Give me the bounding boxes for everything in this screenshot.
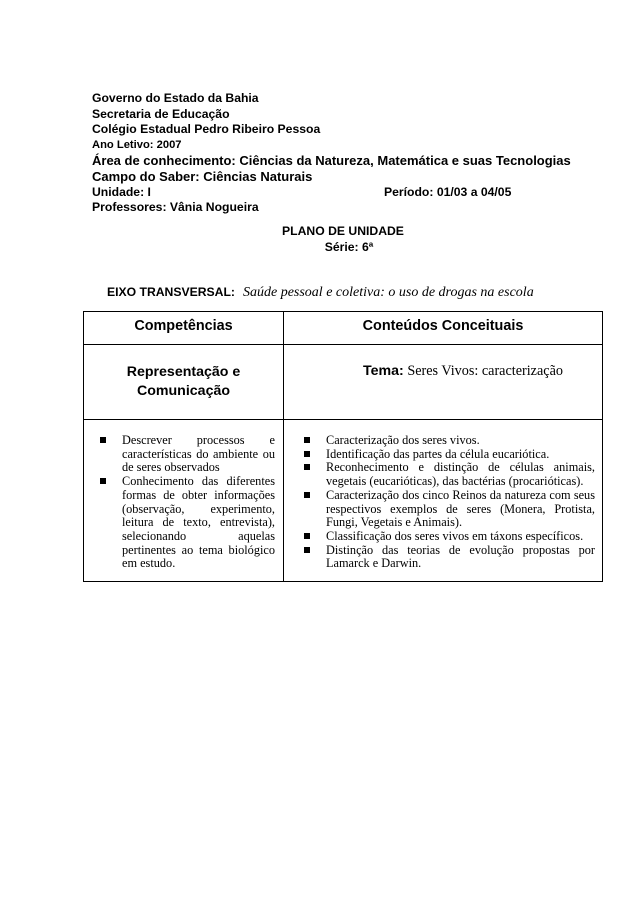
- list-item: [298, 434, 595, 448]
- list-item-text: Reconhecimento e distinção de células animais, vegetais (eucarióticas), das bactérias (procarióticas).: [326, 460, 595, 489]
- competencias-list-cell: [84, 420, 284, 582]
- list-item-text: Classificação dos seres vivos em táxons específicos.: [326, 528, 584, 543]
- tema-cell: [284, 345, 603, 420]
- serie-text: Série: 6ª: [324, 240, 374, 254]
- plano-title-text: PLANO DE UNIDADE: [282, 224, 404, 238]
- secretaria-line: Secretaria de Educação: [92, 106, 230, 121]
- eixo-transversal: [107, 283, 534, 301]
- list-item: [298, 544, 595, 571]
- unidade-periodo-row: [92, 185, 571, 201]
- square-bullet-icon: [100, 478, 106, 484]
- list-item-text: Caracterização dos cinco Reinos da natureza com seus respectivos exemplos de seres (Monera, Protista, Fungi, Vegetais e Animais).: [326, 487, 595, 530]
- table-theme-row: [84, 345, 603, 420]
- tema-label: Tema:: [363, 363, 404, 379]
- list-item-text: Caracterização dos seres vivos.: [326, 433, 480, 447]
- list-item: [94, 434, 275, 475]
- plan-table: [83, 311, 603, 582]
- square-bullet-icon: [100, 437, 106, 443]
- table-content-row: [84, 420, 603, 582]
- conteudos-list-cell: [284, 420, 603, 582]
- square-bullet-icon: [304, 533, 310, 539]
- list-item: [298, 448, 595, 462]
- colegio-line: Colégio Estadual Pedro Ribeiro Pessoa: [92, 122, 321, 137]
- competencias-list: [84, 420, 283, 581]
- square-bullet-icon: [304, 437, 310, 443]
- eixo-label: EIXO TRANSVERSAL:: [107, 285, 235, 299]
- list-item-text: Conhecimento das diferentes formas de obter informações (observação, experimento, leitura de texto, entrevista), selecionando aquelas pertinentes ao tema biológico em estudo.: [122, 474, 275, 571]
- square-bullet-icon: [304, 547, 310, 553]
- area-line: Área de conhecimento: Ciências da Natureza, Matemática e suas Tecnologias: [92, 153, 571, 169]
- competencia-cell: [84, 345, 284, 420]
- header-competencias: Competências: [84, 312, 284, 345]
- header-conteudos: Conteúdos Conceituais: [284, 312, 603, 345]
- periodo-text: Período: 01/03 a 04/05: [384, 184, 512, 199]
- governo-line: Governo do Estado da Bahia: [92, 91, 259, 105]
- list-item-text: Distinção das teorias de evolução propostas por Lamarck e Darwin.: [326, 542, 595, 571]
- competencia-text: Representação e Comunicação: [126, 364, 241, 399]
- square-bullet-icon: [304, 451, 310, 457]
- list-item-text: Identificação das partes da célula eucariótica.: [326, 446, 550, 461]
- document-header: [92, 91, 571, 216]
- list-item: [298, 461, 595, 488]
- list-item: [298, 530, 595, 544]
- professores-line: Professores: Vânia Nogueira: [92, 200, 259, 215]
- plano-title: [0, 224, 638, 238]
- square-bullet-icon: [304, 464, 310, 470]
- conteudos-list: [284, 420, 602, 581]
- ano-letivo-line: Ano Letivo: 2007: [92, 138, 182, 151]
- tema-value: Seres Vivos: caracterização: [407, 363, 563, 379]
- list-item: [94, 475, 275, 571]
- serie-line: [0, 240, 638, 254]
- eixo-value: Saúde pessoal e coletiva: o uso de drogas na escola: [242, 285, 534, 300]
- campo-line: Campo do Saber: Ciências Naturais: [92, 168, 313, 184]
- list-item: [298, 489, 595, 530]
- square-bullet-icon: [304, 492, 310, 498]
- list-item-text: Descrever processos e características do ambiente ou de seres observados: [122, 433, 275, 475]
- unidade-text: Unidade: I: [92, 184, 151, 199]
- table-header-row: [84, 312, 603, 345]
